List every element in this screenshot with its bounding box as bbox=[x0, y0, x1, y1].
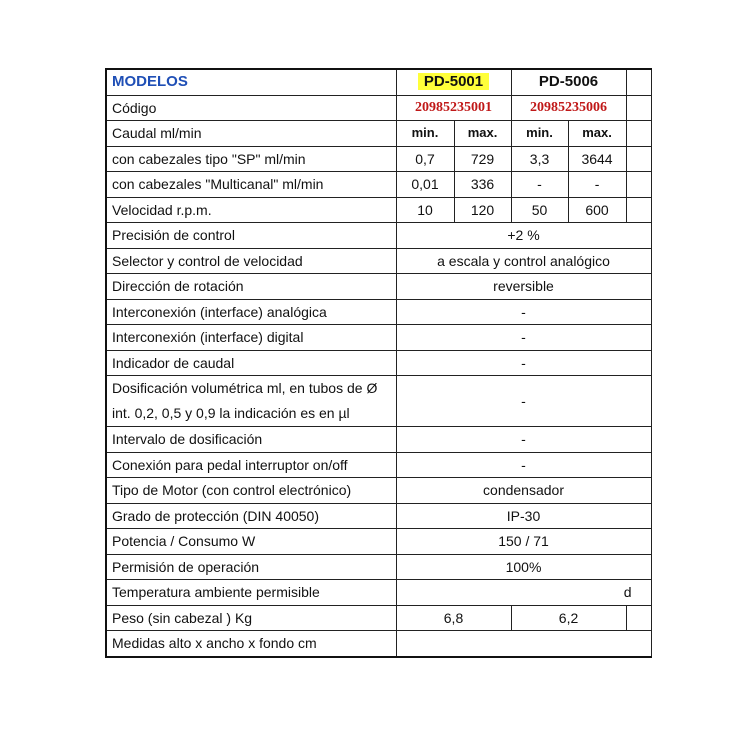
model-a-name: PD-5001 bbox=[418, 73, 489, 90]
inter-analogica-label: Interconexión (interface) analógica bbox=[106, 299, 396, 325]
model-a-header bbox=[396, 69, 511, 95]
proteccion-value: IP-30 bbox=[396, 503, 651, 529]
sp-label: con cabezales tipo "SP" ml/min bbox=[106, 146, 396, 172]
multicanal-row bbox=[106, 172, 651, 198]
overflow-cell bbox=[626, 605, 651, 631]
code-a: 20985235001 bbox=[396, 95, 511, 121]
direccion-label: Dirección de rotación bbox=[106, 274, 396, 300]
proteccion-label: Grado de protección (DIN 40050) bbox=[106, 503, 396, 529]
dosificacion-value: - bbox=[396, 376, 651, 427]
model-b-header: PD-5006 bbox=[511, 69, 626, 95]
sp-b-min: 3,3 bbox=[511, 146, 568, 172]
peso-b: 6,2 bbox=[511, 605, 626, 631]
pedal-value: - bbox=[396, 452, 651, 478]
sp-b-max: 3644 bbox=[568, 146, 626, 172]
permision-row bbox=[106, 554, 651, 580]
multicanal-a-min: 0,01 bbox=[396, 172, 454, 198]
precision-row bbox=[106, 223, 651, 249]
motor-value: condensador bbox=[396, 478, 651, 504]
overflow-cell bbox=[626, 146, 651, 172]
multicanal-b-max: - bbox=[568, 172, 626, 198]
temperatura-value: d bbox=[396, 580, 651, 606]
proteccion-row bbox=[106, 503, 651, 529]
motor-row bbox=[106, 478, 651, 504]
code-b: 20985235006 bbox=[511, 95, 626, 121]
sp-row bbox=[106, 146, 651, 172]
dosificacion-label: Dosificación volumétrica ml, en tubos de Ø int. 0,2, 0,5 y 0,9 la indicación es en µl bbox=[106, 376, 396, 427]
motor-label: Tipo de Motor (con control electrónico) bbox=[106, 478, 396, 504]
header-row bbox=[106, 69, 651, 95]
indicador-row bbox=[106, 350, 651, 376]
temperatura-label: Temperatura ambiente permisible bbox=[106, 580, 396, 606]
potencia-label: Potencia / Consumo W bbox=[106, 529, 396, 555]
inter-digital-value: - bbox=[396, 325, 651, 351]
intervalo-label: Intervalo de dosificación bbox=[106, 427, 396, 453]
medidas-value bbox=[396, 631, 651, 657]
velocidad-a-max: 120 bbox=[454, 197, 511, 223]
pedal-row bbox=[106, 452, 651, 478]
caudal-label: Caudal ml/min bbox=[106, 121, 396, 147]
overflow-cell bbox=[626, 172, 651, 198]
a-min-header: min. bbox=[396, 121, 454, 147]
peso-label: Peso (sin cabezal ) Kg bbox=[106, 605, 396, 631]
sp-a-max: 729 bbox=[454, 146, 511, 172]
peso-a: 6,8 bbox=[396, 605, 511, 631]
a-max-header: max. bbox=[454, 121, 511, 147]
medidas-label: Medidas alto x ancho x fondo cm bbox=[106, 631, 396, 657]
dosificacion-row bbox=[106, 376, 651, 427]
selector-label: Selector y control de velocidad bbox=[106, 248, 396, 274]
velocidad-label: Velocidad r.p.m. bbox=[106, 197, 396, 223]
selector-value: a escala y control analógico bbox=[396, 248, 651, 274]
temperatura-row bbox=[106, 580, 651, 606]
spec-sheet bbox=[105, 68, 630, 654]
selector-row bbox=[106, 248, 651, 274]
direccion-row bbox=[106, 274, 651, 300]
overflow-cell bbox=[626, 69, 651, 95]
overflow-cell bbox=[626, 197, 651, 223]
caudal-row bbox=[106, 121, 651, 147]
precision-label: Precisión de control bbox=[106, 223, 396, 249]
intervalo-value: - bbox=[396, 427, 651, 453]
pedal-label: Conexión para pedal interruptor on/off bbox=[106, 452, 396, 478]
multicanal-a-max: 336 bbox=[454, 172, 511, 198]
inter-digital-label: Interconexión (interface) digital bbox=[106, 325, 396, 351]
codigo-row bbox=[106, 95, 651, 121]
precision-value: +2 % bbox=[396, 223, 651, 249]
spec-table bbox=[105, 68, 652, 658]
velocidad-a-min: 10 bbox=[396, 197, 454, 223]
inter-analogica-row bbox=[106, 299, 651, 325]
indicador-value: - bbox=[396, 350, 651, 376]
multicanal-label: con cabezales "Multicanal" ml/min bbox=[106, 172, 396, 198]
models-label: MODELOS bbox=[106, 69, 396, 95]
overflow-cell bbox=[626, 95, 651, 121]
velocidad-row bbox=[106, 197, 651, 223]
direccion-value: reversible bbox=[396, 274, 651, 300]
b-min-header: min. bbox=[511, 121, 568, 147]
multicanal-b-min: - bbox=[511, 172, 568, 198]
velocidad-b-max: 600 bbox=[568, 197, 626, 223]
permision-label: Permisión de operación bbox=[106, 554, 396, 580]
intervalo-row bbox=[106, 427, 651, 453]
velocidad-b-min: 50 bbox=[511, 197, 568, 223]
inter-analogica-value: - bbox=[396, 299, 651, 325]
overflow-cell bbox=[626, 121, 651, 147]
potencia-value: 150 / 71 bbox=[396, 529, 651, 555]
permision-value: 100% bbox=[396, 554, 651, 580]
peso-row bbox=[106, 605, 651, 631]
medidas-row bbox=[106, 631, 651, 657]
codigo-label: Código bbox=[106, 95, 396, 121]
sp-a-min: 0,7 bbox=[396, 146, 454, 172]
indicador-label: Indicador de caudal bbox=[106, 350, 396, 376]
potencia-row bbox=[106, 529, 651, 555]
b-max-header: max. bbox=[568, 121, 626, 147]
inter-digital-row bbox=[106, 325, 651, 351]
